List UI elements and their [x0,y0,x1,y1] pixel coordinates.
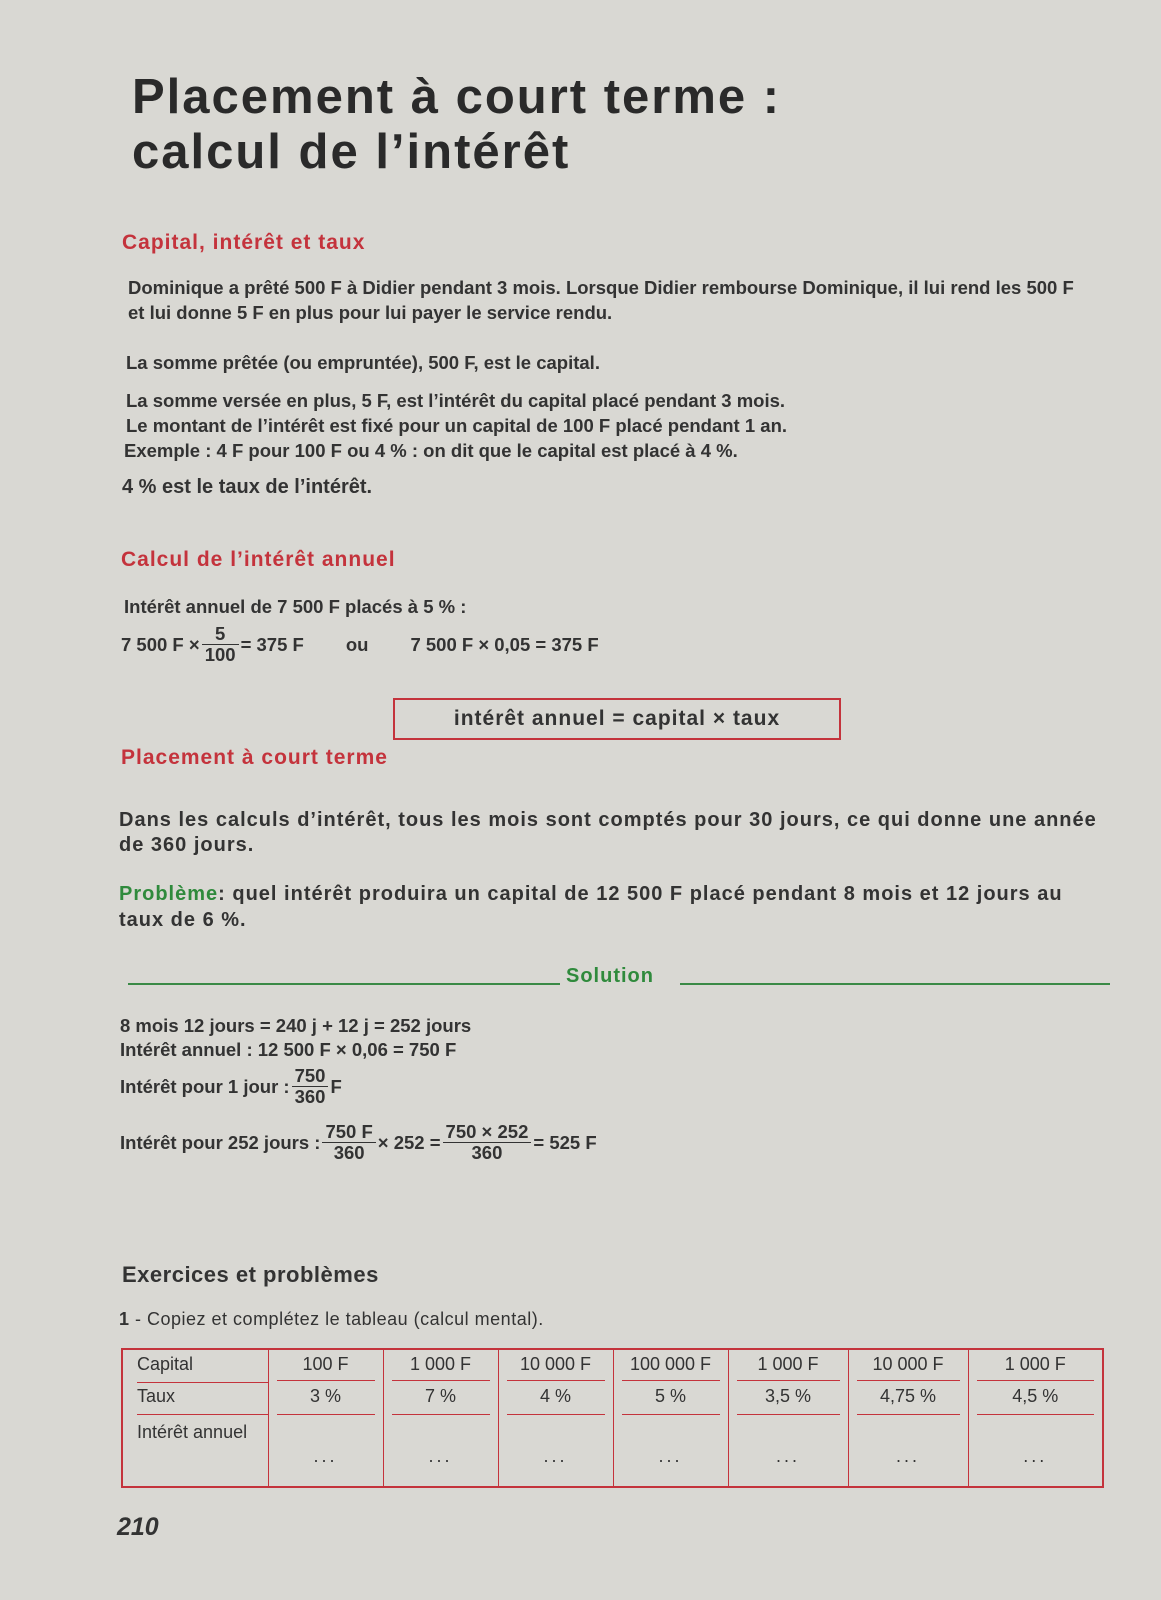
interet-cell: ... [775,1446,800,1466]
table-column [848,1349,968,1487]
capital-cell: 100 F [277,1354,375,1381]
fraction-denominator: 360 [333,1142,365,1163]
row-labels-column [122,1349,268,1487]
interest-252-mid: × 252 = [377,1132,441,1153]
annual-interest-intro: Intérêt annuel de 7 500 F placés à 5 % : [124,596,467,617]
section-heading-capital: Capital, intérêt et taux [122,231,366,254]
taux-cell: 4,5 % [977,1386,1095,1415]
capital-cell: 10 000 F [857,1354,960,1381]
interet-cell: ... [1023,1446,1048,1466]
per-day-unit: F [330,1076,342,1097]
page-number: 210 [117,1513,159,1541]
capital-cell: 1 000 F [977,1354,1095,1381]
taux-cell: 3,5 % [737,1386,840,1415]
fraction-numerator: 5 [202,624,239,645]
solution-days: 8 mois 12 jours = 240 j + 12 j = 252 jours [120,1015,472,1036]
per-day-label: Intérêt pour 1 jour : [120,1076,290,1097]
interet-cell: ... [895,1446,920,1466]
fraction-numerator: 750 × 252 [443,1122,532,1143]
fraction-numerator: 750 [292,1066,329,1087]
interet-cell: ... [543,1446,568,1466]
fraction-5-over-100 [202,624,239,665]
paragraph-rate-definition: 4 % est le taux de l’intérêt. [122,476,373,498]
equation-or: ou [345,634,369,655]
page-title-line1: Placement à court terme : [132,70,782,124]
table-column [613,1349,728,1487]
equation-left-pre: 7 500 F × [121,634,200,655]
table-column [383,1349,498,1487]
capital-cell: 1 000 F [392,1354,490,1381]
problem-statement [119,881,1104,933]
fraction-denominator: 100 [204,644,236,665]
interest-252-label: Intérêt pour 252 jours : [120,1132,321,1153]
exercise-1-text: - Copiez et complétez le tableau (calcul mental). [129,1309,544,1329]
paragraph-example: Exemple : 4 F pour 100 F ou 4 % : on dit que le capital est placé à 4 %. [124,440,738,461]
interet-cell: ... [428,1446,453,1466]
solution-interest-per-day [120,1066,342,1107]
row-label-capital: Capital [137,1354,268,1383]
annual-interest-formula-box: intérêt annuel = capital × taux [393,698,841,740]
table-column [268,1349,383,1487]
fraction-750x252-over-360 [443,1122,532,1163]
taux-cell: 4,75 % [857,1386,960,1415]
exercise-1-instruction [119,1309,544,1330]
solution-interest-252-days [120,1122,597,1163]
table-column [728,1349,848,1487]
fraction-750F-over-360 [322,1122,375,1163]
annual-interest-equation [121,624,599,665]
exercise-1-number: 1 [119,1309,130,1329]
capital-cell: 1 000 F [737,1354,840,1381]
solution-annual-interest: Intérêt annuel : 12 500 F × 0,06 = 750 F [120,1039,457,1060]
paragraph-360-days: Dans les calculs d’intérêt, tous les mois sont comptés pour 30 jours, ce qui donne une année de 360 jours. [119,809,1097,856]
section-heading-annual-interest: Calcul de l’intérêt annuel [121,548,396,571]
equation-right: 7 500 F × 0,05 = 375 F [410,634,599,655]
taux-cell: 4 % [507,1386,605,1415]
taux-cell: 7 % [392,1386,490,1415]
row-label-taux: Taux [137,1386,268,1415]
taux-cell: 3 % [277,1386,375,1415]
paragraph-interest-definition: La somme versée en plus, 5 F, est l’intérêt du capital placé pendant 3 mois. [126,390,786,411]
taux-cell: 5 % [622,1386,720,1415]
exercise-1-table [121,1348,1104,1488]
capital-cell: 100 000 F [622,1354,720,1381]
problem-label: Problème [119,883,219,905]
section-heading-short-term: Placement à court terme [121,746,388,769]
equation-left-post: = 375 F [240,634,304,655]
page-title [132,70,781,180]
interest-252-result: = 525 F [533,1132,597,1153]
page-title-line2: calcul de l’intérêt [132,125,571,179]
interet-cell: ... [313,1446,338,1466]
problem-text: : quel intérêt produira un capital de 12 500 F placé pendant 8 mois et 12 jours au taux de 6 %. [119,883,1063,931]
table-column [968,1349,1103,1487]
fraction-numerator: 750 F [322,1122,375,1143]
solution-rule-left [128,983,560,985]
paragraph-interest-fixed: Le montant de l’intérêt est fixé pour un capital de 100 F placé pendant 1 an. [126,415,788,436]
solution-rule-right [680,983,1110,985]
solution-label: Solution [566,965,654,987]
capital-cell: 10 000 F [507,1354,605,1381]
paragraph-loan-example: Dominique a prêté 500 F à Didier pendant 3 mois. Lorsque Didier rembourse Dominique, il lui rend les 500 F et lui donne 5 F en plus pour lui payer le service rendu. [128,277,1074,323]
interet-cell: ... [658,1446,683,1466]
row-label-interet-annuel: Intérêt annuel [137,1422,248,1442]
fraction-denominator: 360 [471,1142,503,1163]
fraction-denominator: 360 [294,1086,326,1107]
fraction-750-over-360 [292,1066,329,1107]
exercises-heading: Exercices et problèmes [122,1262,379,1287]
table-column [498,1349,613,1487]
paragraph-capital-definition: La somme prêtée (ou empruntée), 500 F, est le capital. [126,352,600,373]
